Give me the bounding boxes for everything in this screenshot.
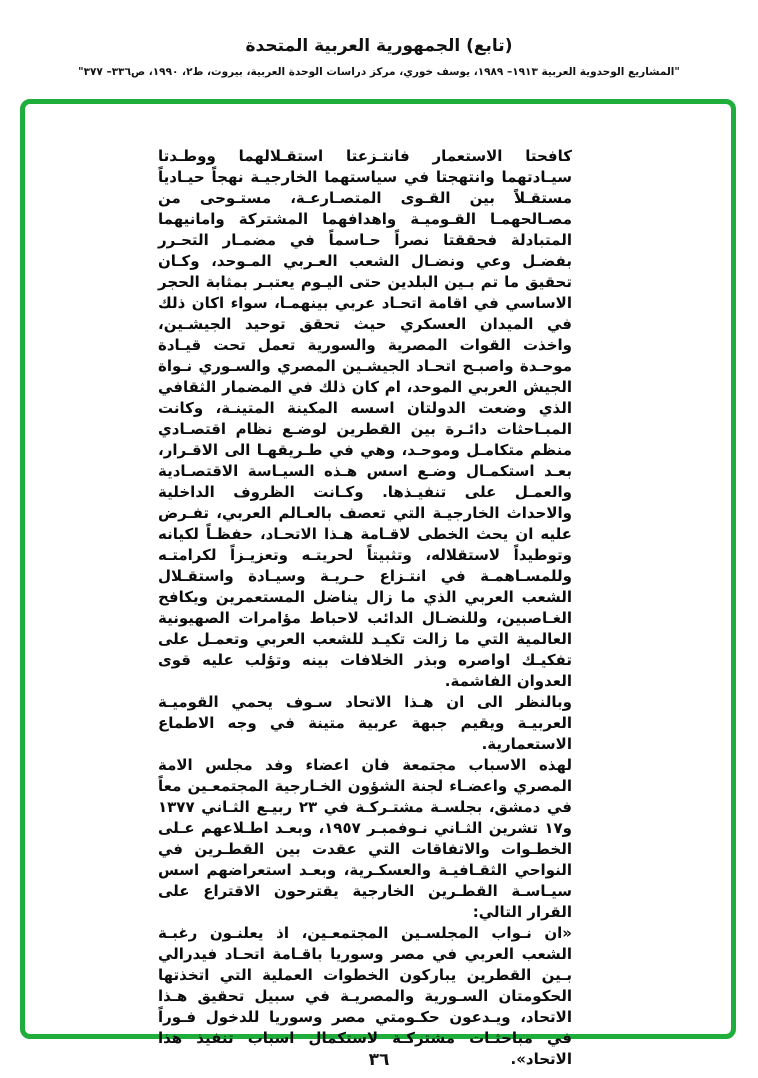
paragraph: لهذه الاسباب مجتمعة فان اعضاء وفد مجلس الامة المصري واعضـاء لجنة الشؤون الخـارجية المجتمعـين معاً في دمشق، بجلسـة مشتـركـة في ٢٣ ربيـع الثـاني ١٣٧٧ و١٧ تشرين الثـاني نـوفمبـر ١٩٥٧، وبعـد اطـلاعهم عـلى الخطـوات والاتفاقات التي عقدت بين القطـرين في النواحي الثقـافيـة والعسكـرية، وبعـد استعراضهم اسس سيـاسـة القطـرين الخارجية يقترحون الاقتراع على القرار التالي: <box>158 756 572 921</box>
page-number: ٣٦ <box>368 1050 390 1070</box>
paragraph: كافحتا الاستعمار فانتـزعتا استقـلالهما ووطـدتا سيـادتهما وانتهجتا في سياستهما الخارجيـة نهجاً حيـادياً مستقـلاً بين القـوى المتصـارعـة، مستـوحى من مصـالحهمـا القـوميـة واهدافهما المشتركة وامانيهما المتبادلة فحققتا نصراً حـاسماً في مضمـار التحـرر بفضـل وعي ونضـال الشعب العـربي المـوحد، وكـان تحقيق ما تم بـين البلدين حتى اليـوم يعتبـر بمثابة الحجر الاساسي في اقامة اتحـاد عربي بينهمـا، سواء اكان ذلك في الميدان العسكري حيث تحقق توحيد الجيشـين، واخذت القوات المصرية والسورية تعمل تحت قيـادة موحـدة واصبـح اتحـاد الجيشـين المصري والسـوري نـواة الجيش العربي الموحد، ام كان ذلك في المضمار الثقافي الذي وضعت الدولتان اسسه المكينة المتينـة، وكانت المبـاحثات دائـرة بين القطرين لوضـع نظام اقتصـادي منظم متكامـل وموحـد، وهي في طـريقهـا الى الاقـرار، بعـد استكمـال وضـع اسس هـذه السيـاسة الاقتصـادية والعمـل على تنفيـذها. وكـانت الظروف الداخلية والاحداث الخارجيـة التي تعصف بالعـالم العربي، تفـرض عليه ان يحث الخطى لاقـامة هـذا الاتحـاد، حفظـاً لكيانه وتوطيداً لاستقلاله، وتثبيتاً لحريتـه وتعزيـزاً لكرامتـه وللمسـاهمـة في انتـزاع حـريـة وسيـادة واستقـلال الشعب العربي الذي ما زال يناضل المستعمرين ويكافح الغـاصبين، وللنضـال الدائب لاحباط مؤامرات الصهيونية العالمية التي ما زالت تكيـد للشعب العربي وتعمـل على تفكيـك اواصره وبذر الخلافات بينه وتؤلب عليه قوى العدوان الفاشمة. <box>158 147 572 690</box>
source-citation: "المشاريع الوحدوية العربية ١٩١٣– ١٩٨٩، يوسف خوري، مركز دراسات الوحدة العربية، بيروت، ط٢، ١٩٩٠، ص٣٣٦– ٣٧٧" <box>78 66 680 78</box>
paragraph: «ان نـواب المجلسـين المجتمعـين، اذ يعلنـون رغبـة الشعب العربي في مصر وسوريا باقـامة اتحـاد فيدرالي بـين القطرين يباركون الخطوات العملية التي اتخذتها الحكومتان السـورية والمصريـة في سبيل تحقيق هـذا الاتحاد، ويـدعون حكـومتي مصر وسوريا للدخول فـوراً في مباحثـات مشتركـة لاستكمال اسباب تنفيذ هذا الاتحاد». <box>158 924 572 1068</box>
page-title: (تابع) الجمهورية العربية المتحدة <box>245 36 513 56</box>
body-text-column <box>158 146 572 1070</box>
paragraph: وبالنظر الى ان هـذا الاتحاد سـوف يحمي القوميـة العربيـة ويقيم جبهة عربية متينة في وجه الاطماع الاستعمارية. <box>158 693 572 753</box>
